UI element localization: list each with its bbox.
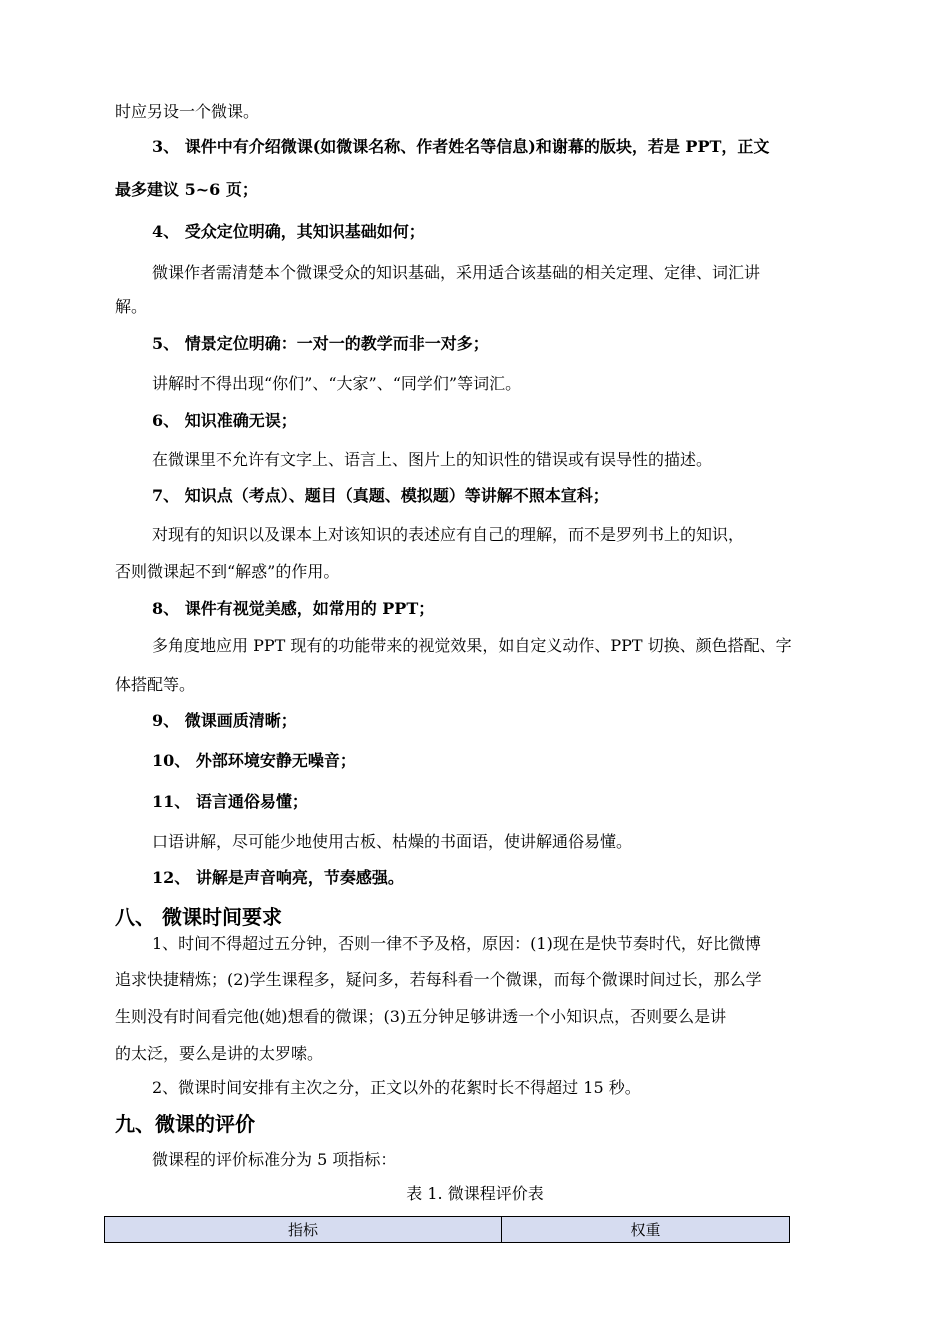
list-item-3-continued: 最多建议 5~6 页； [115,180,258,199]
list-item-10: 10、 外部环境安静无噪音； [152,751,356,770]
list-item-8: 8、 课件有视觉美感，如常用的 PPT； [152,599,435,618]
list-item-3: 3、 课件中有介绍微课(如微课名称、作者姓名等信息)和谢幕的版块，若是 PPT，正文 [152,137,770,156]
paragraph-line: 时应另设一个微课。 [115,102,260,121]
paragraph-line: 追求快捷精炼；(2)学生课程多，疑问多，若每科看一个微课，而每个微课时间过长，那么学 [115,970,762,989]
paragraph-line: 微课程的评价标准分为 5 项指标： [152,1150,397,1169]
paragraph-line: 的太泛，要么是讲的太罗嗦。 [115,1044,324,1063]
paragraph-line: 1、时间不得超过五分钟，否则一律不予及格，原因：(1)现在是快节奏时代，好比微博 [152,934,761,953]
list-item-11: 11、 语言通俗易懂； [152,792,308,811]
paragraph-line: 对现有的知识以及课本上对该知识的表述应有自己的理解，而不是罗列书上的知识， [152,525,745,544]
column-header-indicator: 指标 [105,1217,502,1243]
list-item-9: 9、 微课画质清晰； [152,711,297,730]
list-item-6: 6、 知识准确无误； [152,411,297,430]
list-item-7: 7、 知识点（考点）、题目（真题、模拟题）等讲解不照本宣科； [152,486,609,505]
section-heading-8: 八、 微课时间要求 [115,905,282,929]
list-item-5: 5、 情景定位明确：一对一的教学而非一对多； [152,334,489,353]
paragraph-line: 口语讲解，尽可能少地使用古板、枯燥的书面语，使讲解通俗易懂。 [152,832,633,851]
list-item-4: 4、 受众定位明确，其知识基础如何； [152,222,425,241]
paragraph-line: 体搭配等。 [115,675,196,694]
list-item-12: 12、 讲解是声音响亮，节奏感强。 [152,868,404,887]
paragraph-line: 讲解时不得出现“你们”、“大家”、“同学们”等词汇。 [152,374,522,393]
paragraph-line: 在微课里不允许有文字上、语言上、图片上的知识性的错误或有误导性的描述。 [152,450,713,469]
paragraph-line: 解。 [115,297,148,316]
paragraph-line: 多角度地应用 PPT 现有的功能带来的视觉效果，如自定义动作、PPT 切换、颜色搭配、字 [152,636,792,655]
table-caption: 表 1. 微课程评价表 [406,1184,544,1203]
paragraph-line: 否则微课起不到“解惑”的作用。 [115,562,340,581]
evaluation-table [104,1216,790,1243]
paragraph-line: 微课作者需清楚本个微课受众的知识基础，采用适合该基础的相关定理、定律、词汇讲 [152,263,761,282]
section-heading-9: 九、微课的评价 [115,1112,255,1136]
paragraph-line: 生则没有时间看完他(她)想看的微课；(3)五分钟足够讲透一个小知识点，否则要么是讲 [115,1007,727,1026]
paragraph-line: 2、微课时间安排有主次之分，正文以外的花絮时长不得超过 15 秒。 [152,1078,641,1097]
table-header-row [105,1217,790,1243]
column-header-weight: 权重 [502,1217,790,1243]
